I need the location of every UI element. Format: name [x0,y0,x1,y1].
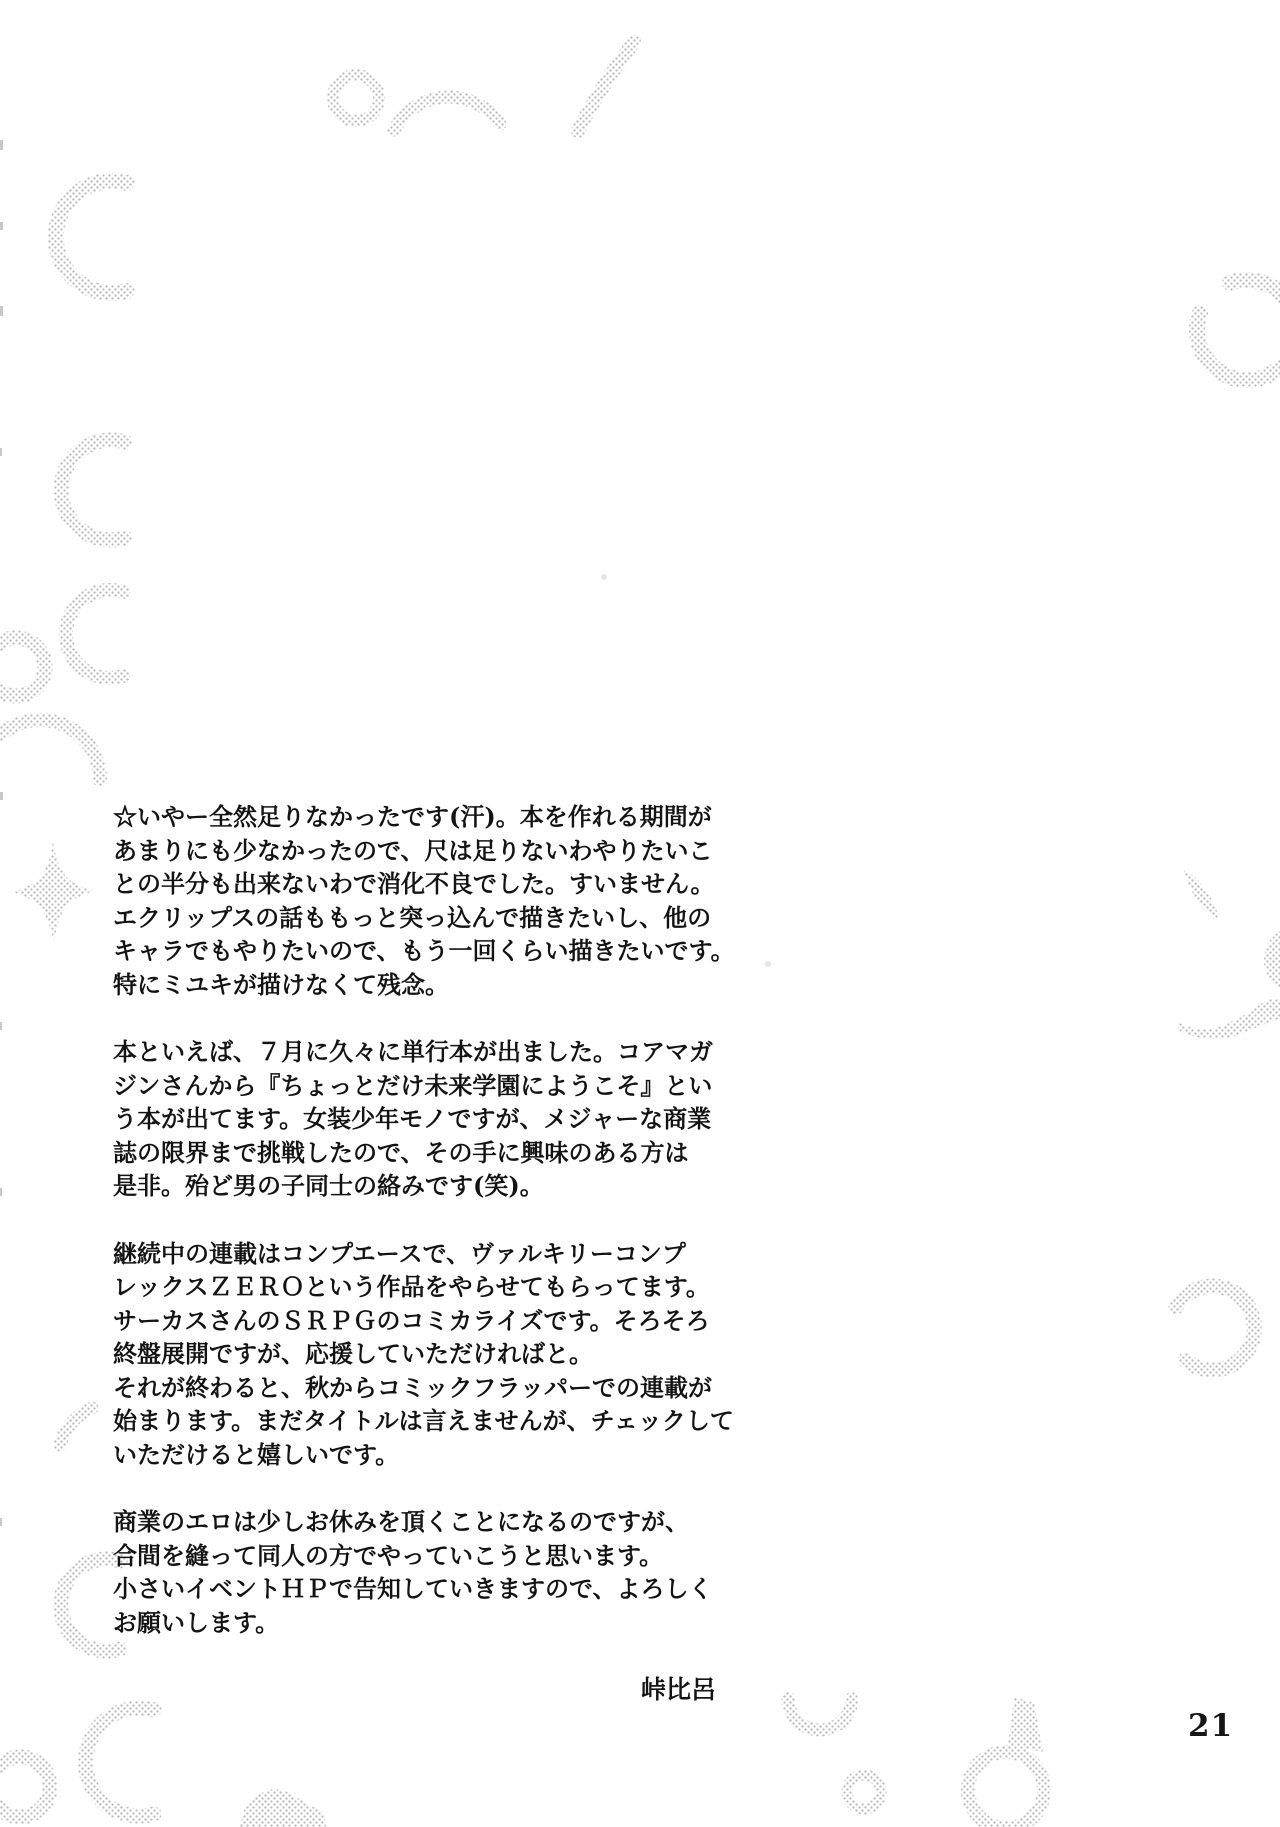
paragraph-1 [113,800,733,1001]
page-number: 21 [1188,1708,1234,1744]
halftone-sparkle-left [13,841,94,944]
text-line: 誌の限界まで挑戦したので、その手に興味のある方は [113,1137,689,1167]
halftone-ring-right-corner [1272,934,1280,986]
halftone-u-arc-bottom [788,1698,852,1730]
halftone-blob-right [1183,868,1222,919]
halftone-dome-arc-left [0,720,100,780]
text-line: 小さいイベントＨＰで告知していきますので、よろしく [113,1574,713,1603]
halftone-c-arc-left-2 [61,440,125,540]
text-line: 是非。殆ど男の子同士の絡みです(笑)。 [113,1171,544,1200]
halftone-c-arc-left-1 [56,181,127,293]
halftone-ring-bottomleft [0,1757,50,1817]
halftone-note-shape-bottom [968,1697,1044,1827]
text-line: 継続中の連載はコンプエースで、ヴァルキリーコンプ [113,1238,686,1268]
text-line: サーカスさんのＳＲＰＧのコミカライズです。そろそろ [113,1305,710,1335]
text-line: ☆いやー全然足りなかったです(汗)。本を作れる期間が [113,802,712,831]
text-line: いただけると嬉しいです。 [113,1439,400,1469]
text-line: お願いします。 [113,1607,280,1637]
halftone-ring-top [333,75,379,121]
halftone-ring-left-edge [0,638,45,696]
text-line: 本といえば、７月に久々に単行本が出ました。コアマガ [113,1037,713,1066]
paragraph-3 [113,1237,733,1472]
text-line: あまりにも少なかったので、尺は足りないわやりたいこ [113,835,713,865]
text-line: エクリップスの話ももっと突っ込んで描きたいし、他の [113,902,712,932]
afterword-text [113,800,733,1707]
text-line: 合間を縫って同人の方でやっていこうと思います。 [113,1540,664,1570]
halftone-small-ring-bottom [847,1775,881,1809]
halftone-c-arc-bottomleft-2 [85,1708,154,1816]
text-line: う本が出てます。女装少年モノですが、メジャーな商業 [113,1104,712,1133]
halftone-arc-segment-left [60,1408,92,1445]
halftone-arc-top [394,97,500,130]
halftone-wave-right [1178,999,1280,1039]
halftone-diagonal-stroke-top [578,42,634,131]
text-line: それが終わると、秋からコミックフラッパーでの連載が [113,1372,713,1402]
text-line: との半分も出来ないわで消化不良でした。すいません。 [113,869,715,898]
text-line: 終盤展開ですが、応援していただければと。 [113,1339,593,1368]
paragraph-2 [113,1035,733,1203]
author-signature: 峠比呂 [641,1675,717,1704]
halftone-c-arc-left-3 [66,590,123,678]
paragraph-4 [113,1505,733,1639]
text-line: 商業のエロは少しお休みを頂くことになるのですが、 [113,1507,689,1536]
halftone-mound-bottom [240,1789,326,1827]
text-line: レックスＺＥＲＯという作品をやらせてもらってます。 [113,1272,710,1301]
text-line: 始まります。まだタイトルは言えませんが、チェックして [113,1406,734,1435]
halftone-c-arc-right-open-left [1176,1286,1254,1370]
text-line: キャラでもやりたいので、もう一回くらい描きたいです。 [113,936,735,965]
halftone-crescent-right-upper [1197,280,1280,380]
halftone-c-arc-bottomleft-1 [61,1559,120,1651]
text-line: ジンさんから『ちょっとだけ未来学園にようこそ』とい [113,1070,713,1100]
text-line: 特にミユキが描けなくて残念。 [113,969,449,999]
